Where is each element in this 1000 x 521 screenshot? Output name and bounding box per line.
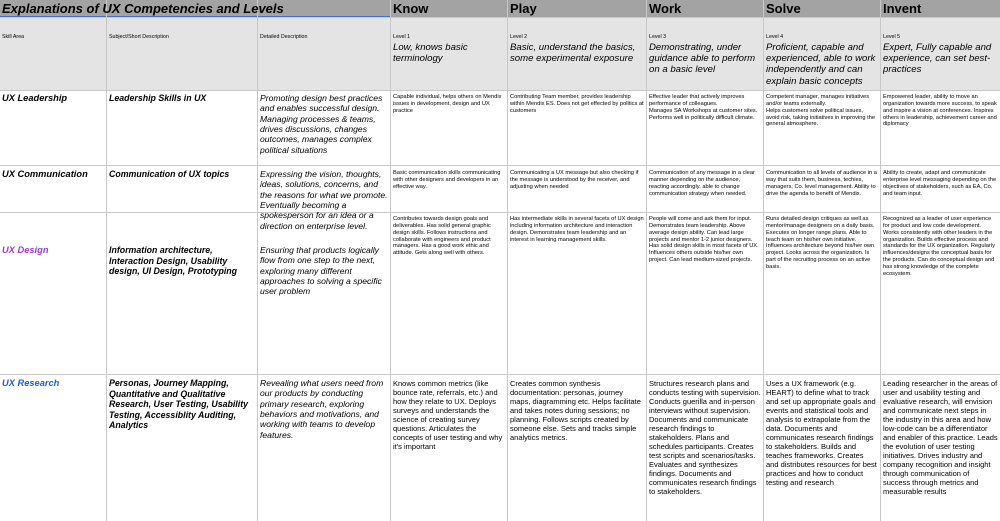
level-description: Demonstrating, under guidance able to perform on a basic level <box>649 42 756 76</box>
grid-line <box>763 0 764 521</box>
subject-cell: Communication of UX topics <box>109 169 230 179</box>
level-cell: Capable individual, helps others on Mendix issues in development, design and UX practice <box>393 94 502 114</box>
level-cell: Leading researcher in the areas of user and usability testing and evaluative research, will envision and communicate next steps in the industry in this area and how low-code can be a differentiator and enabler of this practice. Leads the evolution of user testing initiatives. Drives industry and company recognition and insight through communication of success through metrics and measurable results <box>883 379 998 496</box>
column-label-skill-area: Skill Area <box>2 34 25 40</box>
grid-line <box>390 0 391 521</box>
level-cell: Uses a UX framework (e.g. HEART) to define what to track and set up appropriate goals and events and statistical tools and analysis to extrapolate from the data. Documents and communicates research findings to stakeholders. Builds and teaches frameworks. Creates and distributes resources for best practices and how to conduct testing and research <box>766 379 877 487</box>
detail-cell: Revealing what users need from our products by conducting primary research, exploring behaviors and motivations, and working with teams to develop features. <box>260 378 384 440</box>
level-title-invent: Invent <box>883 1 922 16</box>
subject-cell: Leadership Skills in UX <box>109 93 207 103</box>
level-cell: Communication to all levels of audience in a way that suits them, business, techies, managers, Co. level management. Ability to drive the agenda to benefit of Mendix. <box>766 170 877 197</box>
skill-area-ux-leadership: UX Leadership <box>2 93 68 103</box>
grid-line <box>257 0 258 521</box>
level-cell: Contributing Team member, provides leadership within Mendix ES. Does not get effected by politics at customers <box>510 94 644 114</box>
level-cell: Empowered leader, ability to move an organization towards more success, to speak and inspire a vision at conferences. Inspires others in leadership, achievement career and diplomacy <box>883 94 997 128</box>
level-label: Level 1 <box>393 34 411 40</box>
level-description: Proficient, capable and experienced, able to work independently and can explain basic concepts <box>766 42 876 87</box>
level-cell: Runs detailed design critiques as well as mentor/manage designers on a daily basis. Executes on longer range plans. Able to teach team on his/her own initiative. Influences architecture beyond his/her own project. Looks across the organization. Is part of the recruiting process on an active basis. <box>766 216 875 270</box>
skill-area-ux-research: UX Research <box>2 378 60 388</box>
level-cell: Communicating a UX message but also checking if the message is understood by the receiver, and adjusting when needed <box>510 170 639 190</box>
level-cell: Communication of any message in a clear manner depending on the audience, reacting accordingly. able to change communication strategy when needed. <box>649 170 755 197</box>
level-label: Level 5 <box>883 34 901 40</box>
grid-line <box>0 212 1000 213</box>
subject-cell: Personas, Journey Mapping, Quantitative and Qualitative Research, User Testing, Usability Testing, Accessiblity Auditing, Analytics <box>109 378 249 431</box>
level-cell: Creates common synthesis documentation: personas, journey maps, diagramming etc. Helps facilitate and takes notes during sessions; no planning. Follows scripts created by someone else. Sets and tracks simple analytics metrics. <box>510 379 641 442</box>
level-cell: People will come and ask them for input. Demonstrates team leadership. Above average design ability. Can lead large projects and mentor 1-2 junior designers. Has solid design skills in most facets of UX. Influences others outside his/her own project. Can lead medium-sized projects. <box>649 216 759 264</box>
level-description: Basic, understand the basics, some experimental exposure <box>510 42 636 65</box>
detail-cell: Promoting design best practices and enables successful design. Managing processes & teams, drives discussions, changes outcomes, manages complex political situations <box>260 93 383 155</box>
level-cell: Basic communication skills communicating with other designers and developers in an effective way. <box>393 170 501 190</box>
level-cell: Knows common metrics (like bounce rate, referrals, etc.) and how they relate to UX. Deploys surveys and understands the science of creating survey questions. Articulates the concepts of user testing and why it's important <box>393 379 503 451</box>
level-title-work: Work <box>649 1 682 16</box>
skill-area-ux-communication: UX Communication <box>2 169 88 179</box>
subject-cell: Information architecture, Interaction Design, Usability design, UI Design, Prototyping <box>109 245 238 277</box>
level-title-solve: Solve <box>766 1 801 16</box>
level-cell: Structures research plans and conducts testing with supervision. Conducts guerilla and in-person interviews without supervision. Documents and communicate research findings to stakeholders. Plans and schedules participants. Creates test scripts and scenarios/tasks. Evaluates and synthesizes findings. Documents and communicates research findings to stakeholders. <box>649 379 761 496</box>
column-label-subject: Subject/Short Description <box>109 34 169 40</box>
detail-cell: Ensuring that products logically flow from one step to the next, exploring many different approaches to solving a specific user problem <box>260 245 382 297</box>
level-cell: Ability to create, adapt and communicate enterprise level messaging depending on the objectives of stakeholders, such as EA, Co. and team input. <box>883 170 997 197</box>
sheet-title: Explanations of UX Competencies and Levels <box>2 1 284 16</box>
level-description: Low, knows basic terminology <box>393 42 468 65</box>
level-description: Expert, Fully capable and experience, can set best-practices <box>883 42 992 76</box>
column-label-detail: Detailed Description <box>260 34 308 40</box>
detail-cell: Expressing the vision, thoughts, ideas, solutions, concerns, and the reasons for what we promote. Eventually becoming a spokesperson for an idea or a direction on enterprise level. <box>260 169 388 231</box>
level-label: Level 3 <box>649 34 667 40</box>
level-title-know: Know <box>393 1 429 16</box>
grid-line <box>0 90 1000 91</box>
grid-line <box>507 0 508 521</box>
level-label: Level 4 <box>766 34 784 40</box>
level-label: Level 2 <box>510 34 528 40</box>
grid-line <box>880 0 881 521</box>
level-cell: Contributes towards design goals and deliverables. Has solid general graphic design skills. Follows instructions and collaborate with engineers and product managers. Has a good work ethic and attitude. Gets along well with others. <box>393 216 491 257</box>
grid-line <box>646 0 647 521</box>
level-cell: Recognized as a leader of user experience for product and low code development. Works consistently with other leaders in the organization. Builds effective process and standards for the UX organization. Regularly influences/designs the conceptual basis for the products. Can do conceptual design and has strong knowledge of the complete ecosystem. <box>883 216 995 277</box>
level-cell: Effective leader that actively improves performance of colleagues. Manages SA Workshops at customer sites. Performs well in politically difficult climate. <box>649 94 758 121</box>
grid-line <box>0 165 1000 166</box>
grid-line <box>106 0 107 521</box>
grid-line <box>0 17 1000 18</box>
level-cell: Has intermediate skills in several facets of UX design including information architecture and interaction design. Demonstrates team leadership and an interest in learning management skills. <box>510 216 644 243</box>
level-title-play: Play <box>510 1 537 16</box>
skill-area-ux-design: UX Design <box>2 245 49 255</box>
grid-line <box>0 374 1000 375</box>
level-cell: Competent manager, manages initiatives and/or teams externally. Helps customers solve political issues, avoid risk, taking initiatives in improving the general atmosphere. <box>766 94 876 128</box>
